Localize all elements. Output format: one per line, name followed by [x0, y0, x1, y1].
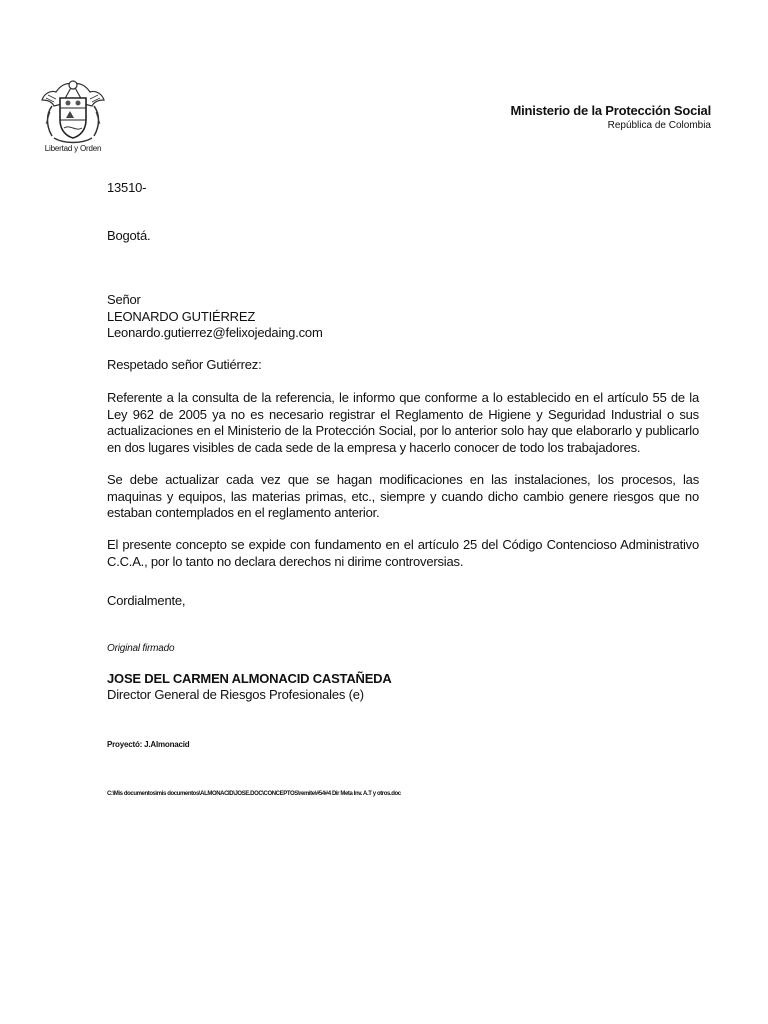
letterhead: [510, 103, 711, 131]
paragraph-2: Se debe actualizar cada vez que se hagan modificaciones en las instalaciones, los procesos, las maquinas y equipos, las materias primas, etc., siempre y cuando dicho cambio genere riesgos que no estaban contemplados en el reglamento anterior.: [107, 472, 699, 520]
projected-by: Proyectó: J.Almonacid: [107, 740, 190, 749]
addressee-title: Señor: [107, 292, 141, 307]
addressee-email: Leonardo.gutierrez@felixojedaing.com: [107, 325, 323, 340]
salutation: Respetado señor Gutiérrez:: [107, 357, 262, 372]
coat-of-arms-logo: [38, 78, 108, 162]
closing: Cordialmente,: [107, 593, 186, 608]
signer-title: Director General de Riesgos Profesionales (e): [107, 687, 364, 702]
paragraph-3: El presente concepto se expide con fundamento en el artículo 25 del Código Contencioso Administrativo C.C.A., por lo tanto no declara derechos ni dirime controversias.: [107, 537, 699, 569]
signer-name: JOSE DEL CARMEN ALMONACID CASTAÑEDA: [107, 671, 392, 686]
ministry-name: Ministerio de la Protección Social: [510, 103, 711, 118]
addressee-block: [107, 292, 699, 342]
signed-note: Original firmado: [107, 643, 175, 654]
addressee-name: LEONARDO GUTIÉRREZ: [107, 308, 256, 324]
country-name: República de Colombia: [607, 120, 711, 131]
paragraph-1: Referente a la consulta de la referencia, le informo que conforme a lo establecido en el artículo 55 de la Ley 962 de 2005 ya no es necesario registrar el Reglamento de Higiene y Seguridad Industrial o sus actualizaciones en el Ministerio de la Protección Social, por lo anterior solo hay que elaborarlo y publicarlo en dos lugares visibles de cada sede de la empresa y hacerlo conocer de todo los trabajadores.: [107, 390, 699, 455]
condor-shield-icon: [38, 78, 108, 146]
city: Bogotá.: [107, 228, 151, 243]
logo-motto: Libertad y Orden: [44, 144, 102, 153]
reference-number: 13510-: [107, 180, 147, 195]
file-path: C:\Mis documentos\mis documentos\ALMONACID\JOSE.DOC\CONCEPTOS\remite\#54#4 Dir Meta Inv. A.T y otros.doc: [107, 791, 401, 797]
